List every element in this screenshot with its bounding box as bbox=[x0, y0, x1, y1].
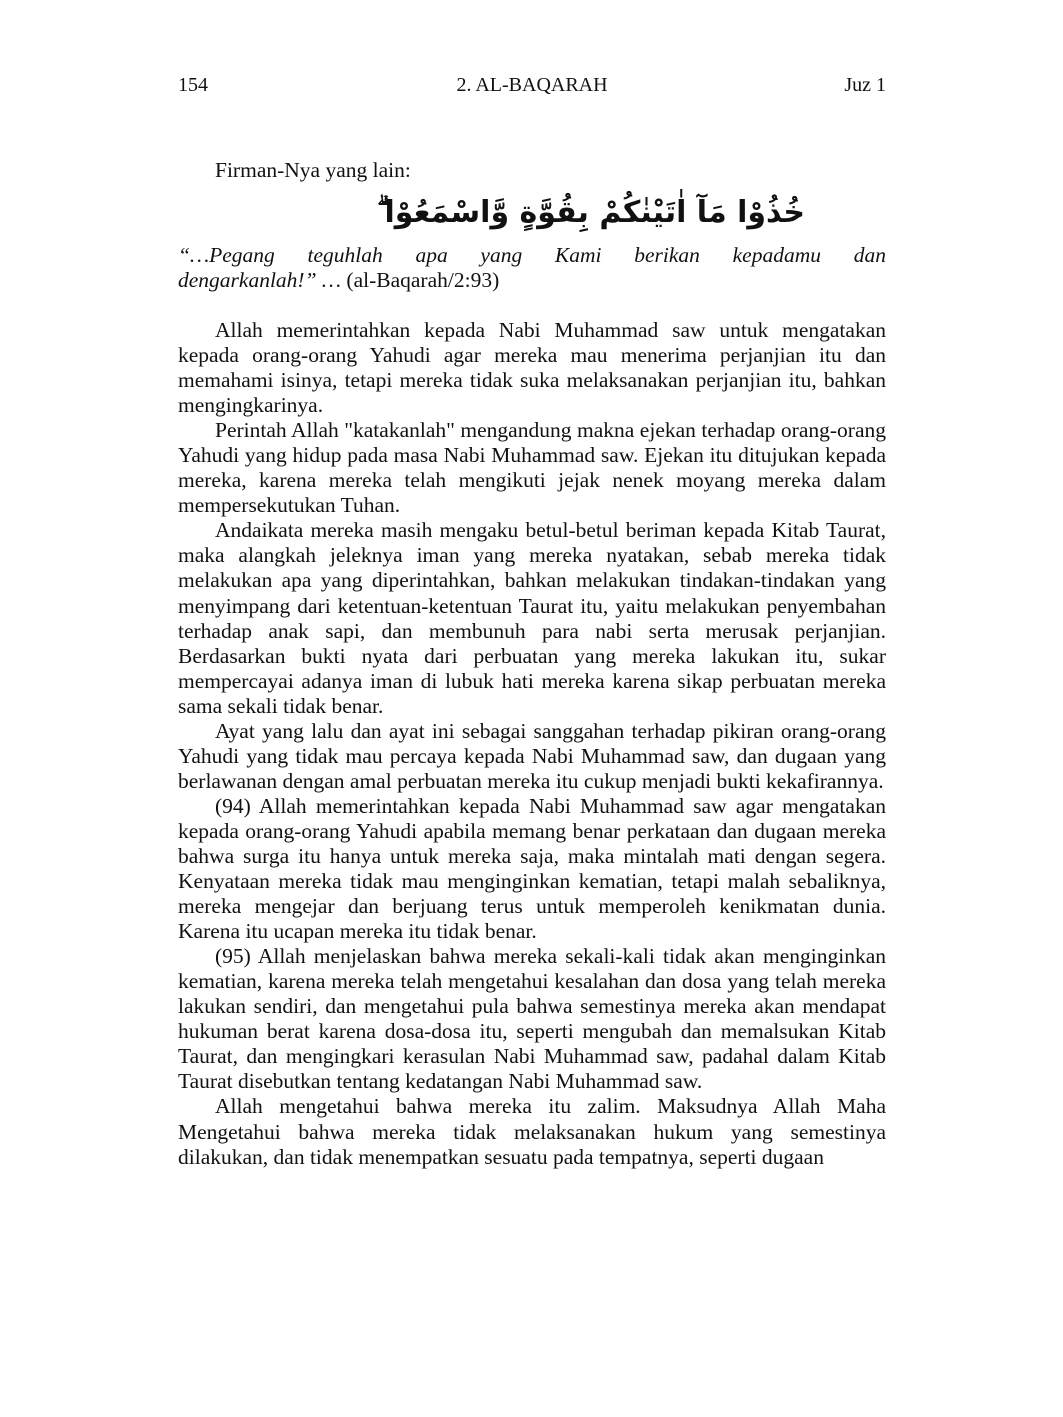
paragraph: Allah mengetahui bahwa mereka itu zalim. Maksudnya Allah Maha Mengetahui bahwa mereka tidak melaksanakan hukum yang semestinya dilakukan, dan tidak menempatkan sesuatu pada tempatnya, seperti dugaan bbox=[178, 1094, 886, 1169]
translation-word: teguhlah bbox=[307, 243, 383, 267]
page-header bbox=[178, 72, 886, 98]
verse-translation bbox=[178, 243, 886, 293]
translation-word: dan bbox=[853, 243, 886, 267]
juz-label: Juz 1 bbox=[844, 74, 886, 96]
translation-word: “…Pegang bbox=[178, 243, 275, 267]
arabic-verse: خُذُوْا مَآ اٰتَيْنٰكُمْ بِقُوَّةٍ وَّاسْمَعُوْا ۗ bbox=[377, 195, 805, 230]
page-number: 154 bbox=[178, 74, 208, 96]
translation-line-2 bbox=[178, 268, 886, 293]
paragraph: (94) Allah memerintahkan kepada Nabi Muhammad saw agar mengatakan kepada orang-orang Yahudi apabila memang benar perkataan dan dugaan mereka bahwa surga itu hanya untuk mereka saja, maka mintalah mati dengan segera. Kenyataan mereka tidak mau menginginkan kematian, tetapi malah sebaliknya, mereka mengejar dan berjuang terus untuk memperoleh kenikmatan dunia. Karena itu ucapan mereka itu tidak benar. bbox=[178, 793, 886, 944]
translation-word: Kami bbox=[554, 243, 602, 267]
paragraph: Perintah Allah "katakanlah" mengandung makna ejekan terhadap orang-orang Yahudi yang hidup pada masa Nabi Muhammad saw. Ejekan itu ditujukan kepada mereka, karena mereka telah mengikuti jejak nenek moyang mereka dalam mempersekutukan Tuhan. bbox=[178, 418, 886, 518]
translation-word: yang bbox=[480, 243, 523, 267]
translation-word: apa bbox=[415, 243, 448, 267]
commentary-body bbox=[178, 318, 886, 1170]
intro-line: Firman-Nya yang lain: bbox=[215, 158, 411, 182]
translation-word: kepadamu bbox=[732, 243, 822, 267]
translation-word: berikan bbox=[634, 243, 700, 267]
translation-line-1 bbox=[178, 243, 886, 268]
paragraph: (95) Allah menjelaskan bahwa mereka sekali-kali tidak akan menginginkan kematian, karena mereka telah mengetahui kesalahan dan dosa yang telah mereka lakukan sendiri, dan mengetahui pula bahwa semestinya mereka akan mendapat hukuman berat karena dosa-dosa itu, seperti mengubah dan memalsukan Kitab Taurat, dan mengingkari kerasulan Nabi Muhammad saw, padahal dalam Kitab Taurat disebutkan tentang kedatangan Nabi Muhammad saw. bbox=[178, 944, 886, 1094]
translation-ending: dengarkanlah!” … bbox=[178, 268, 342, 292]
chapter-title: 2. AL-BAQARAH bbox=[456, 74, 608, 96]
paragraph: Ayat yang lalu dan ayat ini sebagai sanggahan terhadap pikiran orang-orang Yahudi yang tidak mau percaya kepada Nabi Muhammad saw, dan dugaan yang berlawanan dengan amal perbuatan mereka itu cukup menjadi bukti kekafirannya. bbox=[178, 718, 886, 793]
paragraph: Allah memerintahkan kepada Nabi Muhammad saw untuk mengatakan kepada orang-orang Yahudi agar mereka mau menerima perjanjian itu dan memahami isinya, tetapi mereka tidak suka melaksanakan perjanjian itu, bahkan mengingkarinya. bbox=[178, 318, 886, 418]
book-page bbox=[178, 0, 886, 1417]
paragraph: Andaikata mereka masih mengaku betul-betul beriman kepada Kitab Taurat, maka alangkah jeleknya iman yang mereka nyatakan, sebab mereka tidak melakukan apa yang diperintahkan, bahkan melakukan tindakan-tindakan yang menyimpang dari ketentuan-ketentuan Taurat itu, yaitu melakukan penyembahan terhadap anak sapi, dan membunuh para nabi serta merusak perjanjian. Berdasarkan bukti nyata dari perbuatan yang mereka lakukan itu, sukar mempercayai adanya iman di lubuk hati mereka karena sikap perbuatan mereka sama sekali tidak benar. bbox=[178, 518, 886, 718]
verse-citation: (al-Baqarah/2:93) bbox=[341, 268, 500, 292]
